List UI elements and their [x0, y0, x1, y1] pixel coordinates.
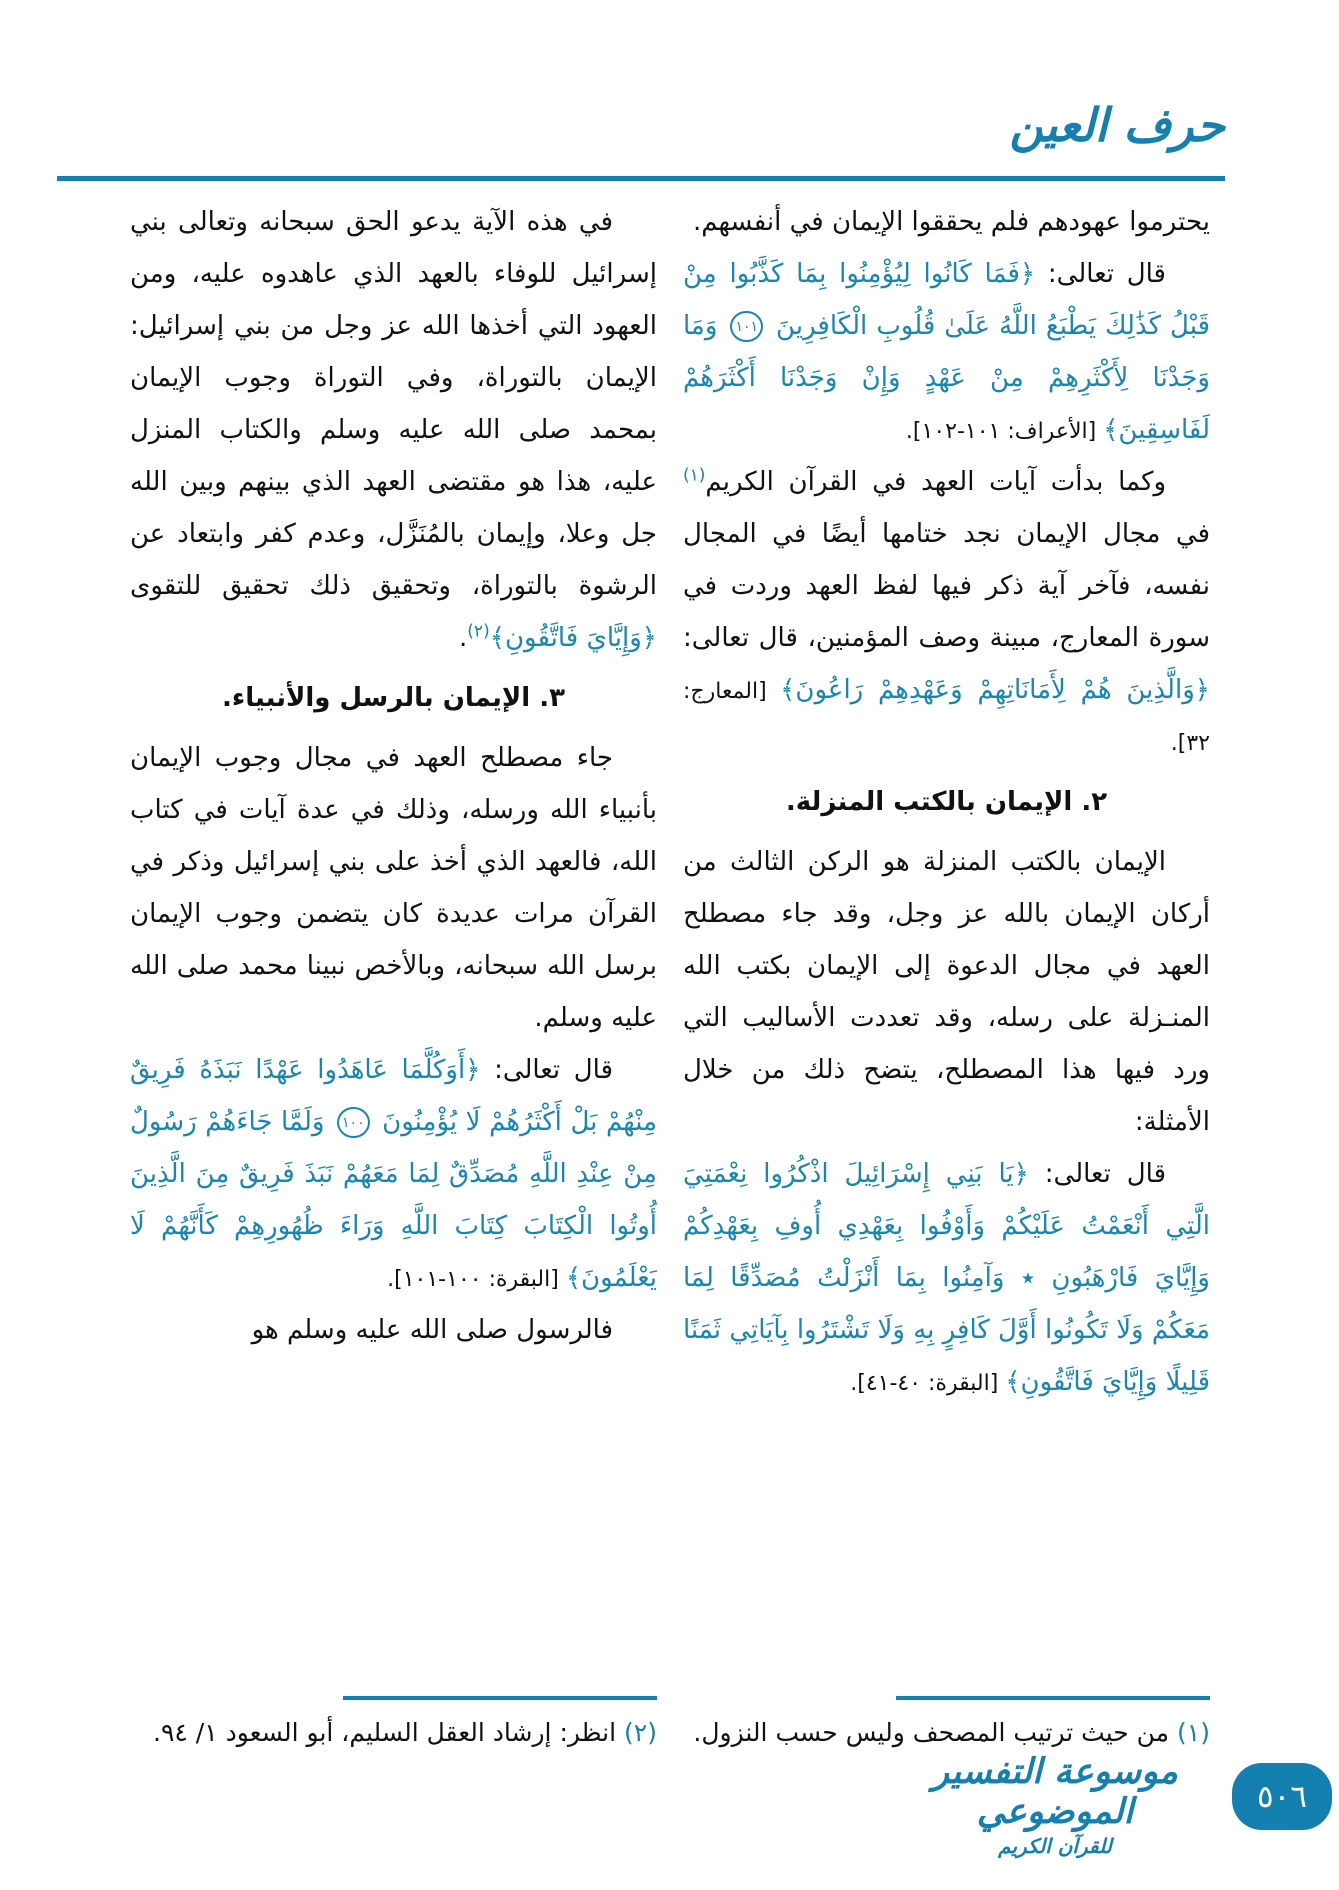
page-number: ٥٠٦ — [1257, 1778, 1307, 1815]
quran-text: ﴿فَمَا كَانُوا لِيُؤْمِنُوا بِمَا كَذَّبُوا مِنْ قَبْلُ كَذَٰلِكَ يَطْبَعُ اللَّهُ عَلَىٰ قُلُوبِ الْكَافِرِينَ — [683, 259, 1210, 341]
verse-reference: [البقرة: ١٠٠-١٠١]. — [387, 1267, 566, 1292]
section-heading — [130, 672, 657, 724]
publisher-logo — [905, 1752, 1205, 1858]
logo-subtitle: للقرآن الكريم — [998, 1833, 1112, 1858]
body-text: قال تعالى: — [480, 1055, 614, 1085]
body-text: وكما بدأت آيات العهد في القرآن الكريم — [705, 467, 1166, 497]
quran-text: وَلَمَّا جَاءَهُمْ رَسُولٌ مِنْ عِنْدِ اللَّهِ مُصَدِّقٌ لِمَا مَعَهُمْ نَبَذَ فَرِيقٌ مِنَ الَّذِينَ أُوتُوا الْكِتَابَ كِتَابَ اللَّهِ وَرَاءَ ظُهُورِهِمْ كَأَنَّهُمْ لَا يَعْلَمُونَ﴾ — [130, 1107, 657, 1293]
footnote — [683, 1700, 1210, 1756]
paragraph — [130, 196, 657, 664]
verse-reference: [الأعراف: ١٠١-١٠٢]. — [905, 419, 1104, 444]
body-text: في مجال الإيمان نجد ختامها أيضًا في المجال نفسه، فآخر آية ذكر فيها لفظ العهد وردت في سورة المعارج، مبينة وصف المؤمنين، قال تعالى: — [683, 519, 1210, 653]
paragraph — [130, 732, 657, 1044]
quran-text: ﴿وَالَّذِينَ هُمْ لِأَمَانَاتِهِمْ وَعَهْدِهِمْ رَاعُونَ﴾ — [780, 675, 1210, 705]
paragraph — [683, 456, 1210, 768]
paragraph — [683, 248, 1210, 456]
body-text: قال تعالى: — [1035, 259, 1166, 289]
footnote-number: (٢) — [624, 1717, 657, 1747]
paragraph — [130, 1044, 657, 1304]
paragraph — [683, 836, 1210, 1148]
paragraph — [683, 196, 1210, 248]
body-text: قال تعالى: — [1028, 1159, 1166, 1189]
body-text: ٢. الإيمان بالكتب المنزلة. — [785, 787, 1108, 817]
body-text: في هذه الآية يدعو الحق سبحانه وتعالى بني إسرائيل للوفاء بالعهد الذي عاهدوه عليه، ومن العهود التي أخذها الله عز وجل من بني إسرائيل: الإيمان بالتوراة، وفي التوراة وجوب الإيمان بمحمد صلى الله عليه وسلم والكتاب المنزل عليه، هذا هو مقتضى العهد الذي بينهم وبين الله جل وعلا، وإيمان بالمُنَزَّل، وعدم كفر وابتعاد عن الرشوة بالتوراة، وتحقيق ذلك تحقيق للتقوى — [130, 207, 657, 601]
footnote — [130, 1700, 657, 1756]
footnote-number: (١) — [1177, 1717, 1210, 1747]
header-divider — [57, 176, 1225, 181]
page-number-badge — [1232, 1763, 1332, 1830]
body-text: ٣. الإيمان بالرسل والأنبياء. — [222, 683, 565, 713]
paragraph — [683, 1148, 1210, 1408]
logo-title: موسوعة التفسير الموضوعي — [932, 1752, 1178, 1833]
paragraph — [130, 1304, 657, 1356]
body-text: فالرسول صلى الله عليه وسلم هو — [251, 1315, 613, 1345]
quran-text: ﴿أَوَكُلَّمَا عَاهَدُوا عَهْدًا نَبَذَهُ فَرِيقٌ مِنْهُمْ بَلْ أَكْثَرُهُمْ لَا يُؤْمِنُونَ — [130, 1055, 657, 1137]
quran-text: ﴿يَا بَنِي إِسْرَائِيلَ اذْكُرُوا نِعْمَتِيَ الَّتِي أَنْعَمْتُ عَلَيْكُمْ وَأَوْفُوا بِعَهْدِي أُوفِ بِعَهْدِكُمْ وَإِيَّايَ فَارْهَبُونِ ٭ وَآمِنُوا بِمَا أَنْزَلْتُ مُصَدِّقًا لِمَا مَعَكُمْ وَلَا تَكُونُوا أَوَّلَ كَافِرٍ بِهِ وَلَا تَشْتَرُوا بِآيَاتِي ثَمَنًا قَلِيلًا وَإِيَّايَ فَاتَّقُونِ﴾ — [683, 1159, 1210, 1397]
footnote-marker: (١) — [683, 465, 706, 486]
footnote-block-left — [130, 1696, 657, 1756]
column-right-text — [683, 196, 1210, 1408]
text-columns — [130, 196, 1210, 1756]
footnote-block-right — [683, 1696, 1210, 1756]
verse-reference: [المعارج: ٣٢]. — [683, 679, 1210, 756]
column-left — [130, 196, 657, 1756]
quran-text: ﴿وَإِيَّايَ فَاتَّقُونِ﴾ — [489, 623, 657, 653]
verse-reference: [البقرة: ٤٠-٤١]. — [850, 1371, 1006, 1396]
section-heading — [683, 776, 1210, 828]
ayah-number: ١٠٠ — [337, 1107, 370, 1138]
column-left-text — [130, 196, 657, 1356]
body-text: . — [459, 623, 468, 653]
chapter-title: حرف العين — [1009, 98, 1225, 152]
body-text: الإيمان بالكتب المنزلة هو الركن الثالث من أركان الإيمان بالله عز وجل، وقد جاء مصطلح العهد في مجال الدعوة إلى الإيمان بكتب الله المنـزلة على رسله، وقد تعددت الأساليب التي ورد فيها هذا المصطلح، يتضح ذلك من خلال الأمثلة: — [683, 847, 1210, 1137]
quran-text: وَمَا وَجَدْنَا لِأَكْثَرِهِمْ مِنْ عَهْدٍ وَإِنْ وَجَدْنَا أَكْثَرَهُمْ لَفَاسِقِينَ﴾ — [683, 311, 1210, 445]
footnote-marker: (٢) — [467, 621, 490, 642]
footnote-text: من حيث ترتيب المصحف وليس حسب النزول. — [693, 1717, 1170, 1747]
column-right — [683, 196, 1210, 1756]
footnote-text: انظر: إرشاد العقل السليم، أبو السعود ١/ ٩٤. — [153, 1717, 617, 1747]
body-text: يحترموا عهودهم فلم يحققوا الإيمان في أنفسهم. — [692, 207, 1210, 237]
ayah-number: ١٠١ — [730, 311, 763, 342]
body-text: جاء مصطلح العهد في مجال وجوب الإيمان بأنبياء الله ورسله، وذلك في عدة آيات في كتاب الله، فالعهد الذي أخذ على بني إسرائيل وذكر في القرآن مرات عديدة كان يتضمن وجوب الإيمان برسل الله سبحانه، وبالأخص نبينا محمد صلى الله عليه وسلم. — [130, 743, 657, 1033]
